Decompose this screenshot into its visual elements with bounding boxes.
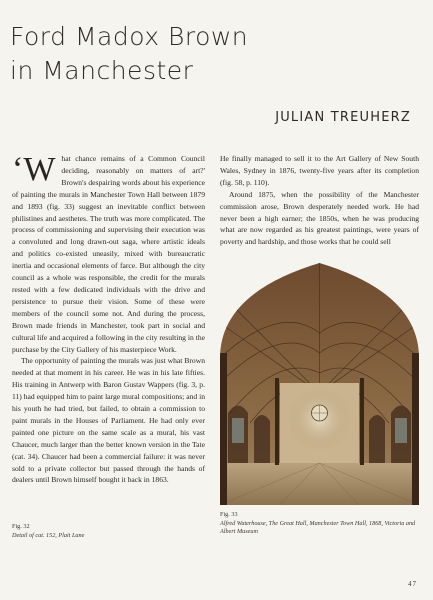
author-name: JULIAN TREUHERZ (275, 110, 411, 125)
figure-number: Fig. 33 (220, 511, 238, 518)
paragraph: He finally managed to sell it to the Art Gallery of New South Wales, Sydney in 1876, twenty-five years after its completion (fig. 58, p. 110). (220, 154, 419, 187)
paragraph (12, 153, 205, 355)
left-text-column (12, 153, 205, 486)
figure-caption-33 (220, 511, 425, 537)
paragraph-text: hat chance remains of a Common Council deciding, reasonably on matters of art?' Brown's despairing words about his experience of painting the murals in Manchester Town Hall between 1879 and 1893 (fig. 33) suggest an inevitable conflict between philistines and aesthetes. The truth was more complicated. The process of commissioning and supervising their execution was a convoluted and long drawn-out saga, where artistic ideals and politics co-existed uneasily, mixed with bureaucratic inertia and occasional elements of farce. But although the city council as a whole was responsible, the credit for the murals rested with a few dedicated individuals with the drive and persistence to pursue their vision. Some of these were members of the council some not. And during the process, Brown made friends in Manchester, took part in social and cultural life and acquired a following in the city resulting in the purchase by the City Gallery of his masterpiece Work. (12, 154, 205, 354)
caption-text: Alfred Waterhouse, The Great Hall, Manchester Town Hall, 1868, Victoria and Albert Museum (220, 519, 416, 536)
great-hall-illustration (220, 263, 419, 505)
title-line-1: Ford Madox Brown (10, 22, 249, 51)
paragraph: Around 1875, when the possibility of the Manchester commission arose, Brown desperately needed work. He had never been a high earner; the 1850s, when he was producing what are now regarded as his greatest paintings, were years of poverty and hardship, and those works that he could sell (220, 189, 419, 247)
page-number: 47 (408, 580, 417, 588)
drop-cap: ‘W (12, 151, 56, 188)
right-text-column (220, 153, 419, 248)
title-line-2: in Manchester (10, 56, 194, 85)
paragraph: The opportunity of painting the murals was just what Brown needed at that moment in his career. He was in his late fifties. His training in Antwerp with Baron Gustav Wappers (fig. 3, p. 11) had equipped him to paint large mural compositions; and in his youth he had tried, but failed, to obtain a commission to paint murals in the Houses of Parliament. He had only ever painted one picture on the same scale as a mural, his vast Chaucer, much larger than the better known version in the Tate (cat. 34). Chaucer had been a commercial failure: it was never sold to a private collector but passed through the hands of dealers until Brown himself bought it back in 1863. (12, 356, 205, 485)
chapter-title (10, 20, 310, 88)
caption-text: Detail of cat. 152, Plait Lane (12, 531, 85, 539)
figure-number: Fig. 32 (12, 523, 30, 530)
figure-caption-32 (12, 523, 162, 540)
